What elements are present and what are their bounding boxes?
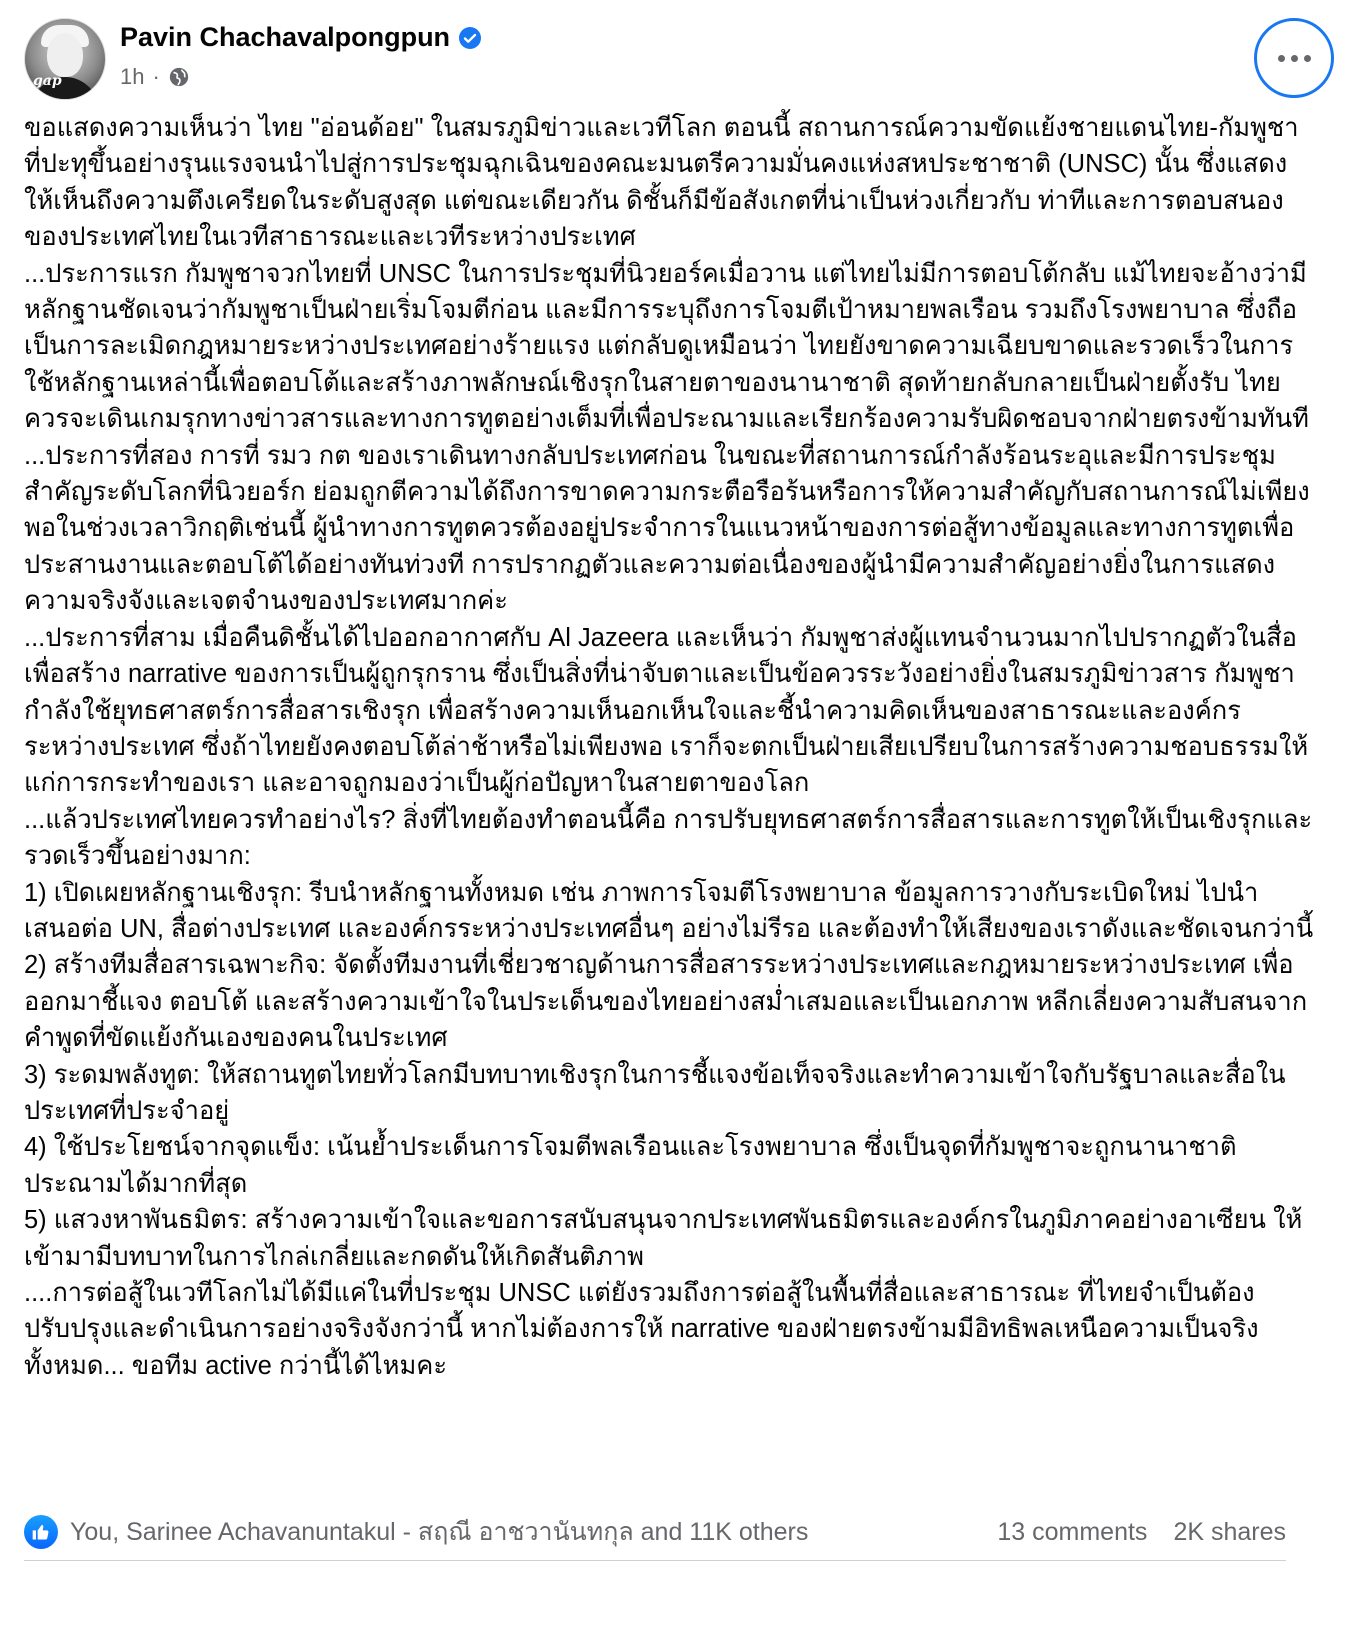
globe-icon[interactable] (168, 66, 190, 88)
post-meta (120, 64, 190, 90)
post-paragraph: 5) แสวงหาพันธมิตร: สร้างความเข้าใจและขอการสนับสนุนจากประเทศพันธมิตรและองค์กรในภูมิภาคอย่างอาเซียน ให้เข้ามามีบทบาทในการไกล่เกลี่ยและกดดันให้เกิดสันติภาพ (24, 1206, 1303, 1271)
shares-count[interactable]: 2K shares (1173, 1517, 1286, 1546)
author-name[interactable]: Pavin Chachavalpongpun (120, 22, 451, 52)
more-options-button[interactable] (1254, 18, 1334, 98)
author-name-row (120, 22, 482, 53)
author-avatar[interactable] (24, 18, 106, 100)
post-paragraph: ....การต่อสู้ในเวทีโลกไม่ได้มีแค่ในที่ประชุม UNSC แต่ยังรวมถึงการต่อสู้ในพื้นที่สื่อและสาธารณะ ที่ไทยจำเป็นต้องปรับปรุงและดำเนินการอย่างจริงจังกว่านี้ หากไม่ต้องการให้ narrative ของฝ่ายตรงข้ามมีอิทธิพลเหนือความเป็นจริงทั้งหมด... ขอทีม active กว่านี้ได้ไหมคะ (24, 1279, 1259, 1380)
post-paragraph: 1) เปิดเผยหลักฐานเชิงรุก: รีบนำหลักฐานทั้งหมด เช่น ภาพการโจมตีโรงพยาบาล ข้อมูลการวางกับระเบิดใหม่ ไปนำเสนอต่อ UN, สื่อต่างประเทศ และองค์กรระหว่างประเทศอื่นๆ อย่างไม่รีรอ และต้องทำให้เสียงของเราดังและชัดเจนกว่านี้ (24, 878, 1314, 943)
reactors-text[interactable]: You, Sarinee Achavanuntakul - สฤณี อาชวานันทกุล and 11K others (70, 1518, 809, 1546)
like-thumb-icon (24, 1515, 58, 1549)
meta-separator: · (152, 64, 160, 89)
post-paragraph: ...แล้วประเทศไทยควรทำอย่างไร? สิ่งที่ไทยต้องทำตอนนี้คือ การปรับยุทธศาสตร์การสื่อสารและการทูตให้เป็นเชิงรุกและรวดเร็วขึ้นอย่างมาก: (24, 805, 1313, 871)
avatar-face (47, 33, 83, 77)
post-paragraph: ขอแสดงความเห็นว่า ไทย "อ่อนด้อย" ในสมรภูมิข่าวและเวทีโลก ตอนนี้ สถานการณ์ความขัดแย้งชายแดนไทย-กัมพูชาที่ปะทุขึ้นอย่างรุนแรงจนนำไปสู่การประชุมฉุกเฉินของคณะมนตรีความมั่นคงแห่งสหประชาชาติ (UNSC) นั้น ซึ่งแสดงให้เห็นถึงความตึงเครียดในระดับสูงสุด แต่ขณะเดียวกัน ดิชั้นก็มีข้อสังเกตที่น่าเป็นห่วงเกี่ยวกับ ท่าทีและการตอบสนองของประเทศไทยในเวทีสาธารณะและเวทีระหว่างประเทศ (24, 114, 1299, 252)
post-paragraph: ...ประการแรก กัมพูชาจวกไทยที่ UNSC ในการประชุมที่นิวยอร์คเมื่อวาน แต่ไทยไม่มีการตอบโต้กลับ แม้ไทยจะอ้างว่ามีหลักฐานชัดเจนว่ากัมพูชาเป็นฝ่ายเริ่มโจมตีก่อน และมีการระบุถึงการโจมตีเป้าหมายพลเรือน รวมถึงโรงพยาบาล ซึ่งถือเป็นการละเมิดกฎหมายระหว่างประเทศอย่างร้ายแรง แต่กลับดูเหมือนว่า ไทยยังขาดความเฉียบขาดและรวดเร็วในการใช้หลักฐานเหล่านี้เพื่อตอบโต้และสร้างภาพลักษณ์เชิงรุกในสายตาของนานาชาติ สุดท้ายกลับกลายเป็นฝ่ายตั้งรับ ไทยควรจะเดินเกมรุกทางข่าวสารและทางการทูตอย่างเต็มที่เพื่อประณามและเรียกร้องความรับผิดชอบจากฝ่ายตรงข้ามทันที (24, 259, 1309, 434)
more-options-icon (1278, 55, 1311, 62)
post-header (24, 18, 1334, 98)
post-paragraph: ...ประการที่สาม เมื่อคืนดิชั้นได้ไปออกอากาศกับ Al Jazeera และเห็นว่า กัมพูชาส่งผู้แทนจำนวนมากไปปรากฏตัวในสื่อเพื่อสร้าง narrative ของการเป็นผู้ถูกรุกราน ซึ่งเป็นสิ่งที่น่าจับตาและเป็นข้อควรระวังอย่างยิ่งในสมรภูมิข่าวสาร กัมพูชากำลังใช้ยุทธศาสตร์การสื่อสารเชิงรุก เพื่อสร้างความเห็นอกเห็นใจและชี้นำความคิดเห็นของสาธารณะและองค์กรระหว่างประเทศ ซึ่งถ้าไทยยังคงตอบโต้ล่าช้าหรือไม่เพียงพอ เราก็จะตกเป็นฝ่ายเสียเปรียบในการสร้างความชอบธรรมให้แก่การกระทำของเรา และอาจถูกมองว่าเป็นผู้ก่อปัญหาในสายตาของโลก (24, 623, 1309, 798)
verified-badge-icon (458, 26, 482, 50)
post-paragraph: ...ประการที่สอง การที่ รมว กต ของเราเดินทางกลับประเทศก่อน ในขณะที่สถานการณ์กำลังร้อนระอุและมีการประชุมสำคัญระดับโลกที่นิวยอร์ก ย่อมถูกตีความได้ถึงการขาดความกระตือรือร้นหรือการให้ความสำคัญกับสถานการณ์ไม่เพียงพอในช่วงเวลาวิกฤติเช่นนี้ ผู้นำทางการทูตควรต้องอยู่ประจำการในแนวหน้าของการต่อสู้ทางข้อมูลและทางการทูตเพื่อประสานงานและตอบโต้ได้อย่างทันท่วงที การปรากฏตัวและความต่อเนื่องของผู้นำมีความสำคัญอย่างยิ่งในการแสดงความจริงจังและเจตจำนงของประเทศมากค่ะ (24, 441, 1310, 616)
post-body (24, 110, 1314, 1384)
post-paragraph: 2) สร้างทีมสื่อสารเฉพาะกิจ: จัดตั้งทีมงานที่เชี่ยวชาญด้านการสื่อสารระหว่างประเทศและกฎหมายระหว่างประเทศ เพื่อออกมาชี้แจง ตอบโต้ และสร้างความเข้าใจในประเด็นของไทยอย่างสม่ำเสมอและเป็นเอกภาพ หลีกเลี่ยงความสับสนจากคำพูดที่ขัดแย้งกันเองของคนในประเทศ (24, 951, 1308, 1053)
comments-count[interactable]: 13 comments (997, 1517, 1148, 1546)
post-paragraph: 3) ระดมพลังทูต: ให้สถานทูตไทยทั่วโลกมีบทบาทเชิงรุกในการชี้แจงข้อเท็จจริงและทำความเข้าใจกับรัฐบาลและสื่อในประเทศที่ประจำอยู่ (24, 1060, 1286, 1125)
footer-divider (24, 1560, 1286, 1561)
thumb-glyph (31, 1522, 51, 1542)
post-engagement-bar (24, 1512, 1286, 1552)
avatar-logo-text: gap (33, 73, 62, 89)
post-timestamp[interactable]: 1h (120, 64, 145, 89)
post-paragraph: 4) ใช้ประโยชน์จากจุดแข็ง: เน้นย้ำประเด็นการโจมตีพลเรือนและโรงพยาบาล ซึ่งเป็นจุดที่กัมพูชาจะถูกนานาชาติประณามได้มากที่สุด (24, 1133, 1237, 1198)
